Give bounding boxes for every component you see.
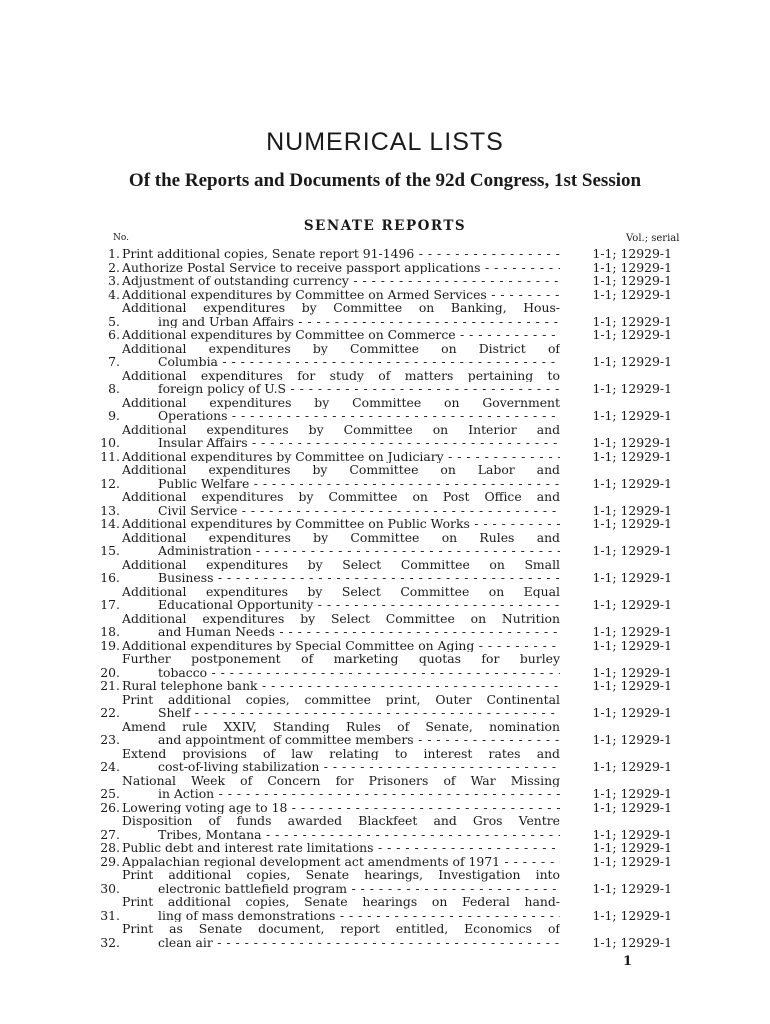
report-entry [80, 328, 700, 342]
report-title-line: Additional expenditures by Committee on Judiciary - - - [122, 450, 560, 464]
volume-serial: 1-1; 12929-1 [592, 448, 672, 464]
report-title [122, 342, 560, 369]
volume-serial: 1-1; 12929-1 [592, 475, 672, 491]
report-title-line: Additional expenditures by Committee on Banking, Hous- [122, 301, 560, 315]
report-title-line: foreign policy of U.S - - - [122, 382, 560, 396]
report-title [122, 639, 560, 653]
volume-serial: 1-1; 12929-1 [592, 786, 672, 801]
report-title-line: Additional expenditures by Select Committee on Equal [122, 584, 560, 598]
report-entry [80, 747, 700, 774]
report-title-line: Additional expenditures by Committee on Commerce - - - [122, 328, 560, 342]
report-title [122, 895, 560, 922]
report-title-line: Lowering voting age to 18 - - - [122, 801, 560, 815]
report-title-line: Additional expenditures by Select Committee on Small [122, 557, 560, 571]
report-number: 2. [108, 259, 120, 275]
report-number: 28. [100, 840, 120, 855]
report-entry [80, 247, 700, 261]
report-title-line: Additional expenditures by Committee on Armed Services - - - [122, 288, 560, 302]
report-title [122, 612, 560, 639]
volume-serial: 1-1; 12929-1 [592, 327, 672, 342]
report-number: 5. [108, 313, 120, 329]
report-title-line: Extend provisions of law relating to interest rates and [122, 746, 560, 760]
report-title [122, 693, 560, 720]
report-title-line: Authorize Postal Service to receive passport applications - - - [122, 261, 560, 275]
report-entry [80, 612, 700, 639]
report-number: 8. [108, 381, 120, 396]
report-title-line: tobacco - - - [122, 666, 560, 680]
report-title [122, 652, 560, 679]
volume-serial: 1-1; 12929-1 [592, 840, 672, 855]
report-title-line: Business - - - [122, 571, 560, 585]
report-title [122, 558, 560, 585]
volume-serial: 1-1; 12929-1 [592, 799, 672, 815]
volume-serial: 1-1; 12929-1 [592, 907, 672, 923]
report-title-line: Columbia - - - [122, 355, 560, 369]
volume-serial: 1-1; 12929-1 [592, 516, 672, 531]
report-number: 4. [108, 286, 120, 302]
report-title-line: Print as Senate document, report entitled, Economics of [122, 922, 560, 936]
report-title-line: Operations - - - [122, 409, 560, 423]
report-entry [80, 463, 700, 490]
section-heading: SENATE REPORTS [303, 218, 467, 234]
volume-serial: 1-1; 12929-1 [592, 259, 672, 275]
report-title [122, 774, 560, 801]
report-title-line: Insular Affairs - - - [122, 436, 560, 450]
volume-serial: 1-1; 12929-1 [592, 381, 672, 396]
report-number: 20. [100, 664, 120, 680]
report-title-line: Additional expenditures by Committee on Government [122, 395, 560, 409]
volume-serial: 1-1; 12929-1 [592, 408, 672, 423]
report-number: 27. [100, 826, 120, 842]
report-number: 19. [100, 637, 120, 653]
volume-serial: 1-1; 12929-1 [592, 759, 672, 774]
report-entry [80, 450, 700, 464]
report-title-line: cost-of-living stabilization - - - [122, 760, 560, 774]
report-entry [80, 639, 700, 653]
report-title-line: Appalachian regional development act amendments of 1971 - - - [122, 855, 560, 869]
report-entry [80, 895, 700, 922]
senate-report-list [80, 247, 700, 949]
report-title [122, 247, 560, 261]
volume-serial: 1-1; 12929-1 [592, 637, 672, 653]
page-number: 1 [623, 954, 633, 969]
report-number: 18. [100, 624, 120, 639]
report-entry [80, 261, 700, 275]
report-number: 23. [100, 732, 120, 747]
report-title-line: Further postponement of marketing quotas for burley [122, 652, 560, 666]
report-title [122, 396, 560, 423]
volume-serial: 1-1; 12929-1 [592, 570, 672, 585]
report-number: 6. [108, 327, 120, 342]
report-number: 24. [100, 759, 120, 774]
volume-serial: 1-1; 12929-1 [592, 664, 672, 680]
report-title [122, 490, 560, 517]
report-number: 31. [100, 907, 120, 923]
report-entry [80, 585, 700, 612]
report-entry [80, 841, 700, 855]
report-entry [80, 558, 700, 585]
report-number: 25. [100, 786, 120, 801]
report-entry [80, 531, 700, 558]
report-title-line: in Action - - - [122, 787, 560, 801]
report-number: 32. [100, 934, 120, 950]
report-number: 3. [108, 273, 120, 288]
report-entry [80, 652, 700, 679]
report-entry [80, 517, 700, 531]
volume-serial: 1-1; 12929-1 [592, 435, 672, 450]
report-title [122, 679, 560, 693]
volume-serial: 1-1; 12929-1 [592, 286, 672, 302]
volume-serial: 1-1; 12929-1 [592, 826, 672, 842]
report-number: 1. [108, 246, 120, 261]
report-title-line: Amend rule XXIV, Standing Rules of Senate, nomination [122, 719, 560, 733]
report-number: 26. [100, 799, 120, 815]
volume-serial: 1-1; 12929-1 [592, 624, 672, 639]
report-title-line: Additional expenditures by Committee on Interior and [122, 422, 560, 436]
report-title-line: Additional expenditures by Committee on District of [122, 341, 560, 355]
report-title-line: Additional expenditures for study of matters pertaining to [122, 368, 560, 382]
report-title [122, 288, 560, 302]
report-number: 15. [100, 543, 120, 558]
report-number: 17. [100, 597, 120, 612]
volume-serial: 1-1; 12929-1 [592, 732, 672, 747]
volume-serial: 1-1; 12929-1 [592, 678, 672, 693]
report-number: 30. [100, 880, 120, 896]
report-title [122, 868, 560, 895]
report-number: 9. [108, 408, 120, 423]
report-title [122, 463, 560, 490]
report-title-line: Rural telephone bank - - - [122, 679, 560, 693]
report-title-line: Tribes, Montana - - - [122, 828, 560, 842]
report-title-line: National Week of Concern for Prisoners of War Missing [122, 773, 560, 787]
report-title-line: electronic battlefield program - - - [122, 882, 560, 896]
volume-serial: 1-1; 12929-1 [592, 273, 672, 288]
report-title-line: Print additional copies, committee print, Outer Continental [122, 692, 560, 706]
volume-serial: 1-1; 12929-1 [592, 880, 672, 896]
report-title [122, 274, 560, 288]
report-title-line: Educational Opportunity - - - [122, 598, 560, 612]
report-entry [80, 922, 700, 949]
report-title [122, 328, 560, 342]
report-entry [80, 868, 700, 895]
report-title [122, 801, 560, 815]
report-title-line: Additional expenditures by Committee on Public Works - - - [122, 517, 560, 531]
report-title [122, 841, 560, 855]
report-number: 21. [100, 678, 120, 693]
report-entry [80, 693, 700, 720]
report-title [122, 517, 560, 531]
column-header-number: No. [113, 233, 129, 243]
report-entry [80, 855, 700, 869]
report-entry [80, 814, 700, 841]
volume-serial: 1-1; 12929-1 [592, 543, 672, 558]
report-number: 11. [100, 448, 120, 464]
report-entry [80, 679, 700, 693]
volume-serial: 1-1; 12929-1 [592, 853, 672, 869]
report-entry [80, 423, 700, 450]
volume-serial: 1-1; 12929-1 [592, 246, 672, 261]
report-title [122, 369, 560, 396]
report-title [122, 423, 560, 450]
report-title-line: Additional expenditures by Committee on Post Office and [122, 490, 560, 504]
report-number: 29. [100, 853, 120, 869]
report-title-line: Additional expenditures by Special Committee on Aging - - - [122, 639, 560, 653]
volume-serial: 1-1; 12929-1 [592, 502, 672, 518]
report-entry [80, 774, 700, 801]
report-number: 14. [100, 516, 120, 531]
report-entry [80, 288, 700, 302]
report-title-line: Shelf - - - [122, 706, 560, 720]
report-entry [80, 342, 700, 369]
report-title-line: and appointment of committee members - - - [122, 733, 560, 747]
report-entry [80, 801, 700, 815]
report-title-line: Additional expenditures by Committee on Rules and [122, 530, 560, 544]
report-entry [80, 274, 700, 288]
report-title [122, 301, 560, 328]
report-title-line: Additional expenditures by Select Committee on Nutrition [122, 611, 560, 625]
page-subtitle: Of the Reports and Documents of the 92d Congress, 1st Session [128, 170, 642, 191]
report-title [122, 450, 560, 464]
report-title-line: Civil Service - - - [122, 504, 560, 518]
report-title-line: Print additional copies, Senate report 91-1496 - - - [122, 247, 560, 261]
report-number: 12. [100, 475, 120, 491]
volume-serial: 1-1; 12929-1 [592, 354, 672, 369]
report-title [122, 814, 560, 841]
report-entry [80, 369, 700, 396]
column-header-volume-serial: Vol.; serial [626, 233, 680, 244]
report-title [122, 720, 560, 747]
report-title-line: clean air - - - [122, 936, 560, 950]
report-title [122, 531, 560, 558]
report-title-line: Print additional copies, Senate hearings on Federal hand- [122, 895, 560, 909]
report-title-line: Additional expenditures by Committee on Labor and [122, 463, 560, 477]
report-title-line: ling of mass demonstrations - - - [122, 909, 560, 923]
report-title-line: Adjustment of outstanding currency - - - [122, 274, 560, 288]
report-number: 22. [100, 705, 120, 720]
report-number: 7. [108, 354, 120, 369]
report-number: 16. [100, 570, 120, 585]
report-title-line: Disposition of funds awarded Blackfeet and Gros Ventre [122, 814, 560, 828]
report-title [122, 747, 560, 774]
volume-serial: 1-1; 12929-1 [592, 705, 672, 720]
report-entry [80, 490, 700, 517]
report-title-line: Administration - - - [122, 544, 560, 558]
report-title [122, 922, 560, 949]
report-title [122, 585, 560, 612]
report-title-line: Print additional copies, Senate hearings, Investigation into [122, 868, 560, 882]
volume-serial: 1-1; 12929-1 [592, 934, 672, 950]
report-entry [80, 396, 700, 423]
report-number: 10. [100, 435, 120, 450]
report-title-line: Public Welfare - - - [122, 477, 560, 491]
volume-serial: 1-1; 12929-1 [592, 597, 672, 612]
report-title [122, 855, 560, 869]
report-entry [80, 301, 700, 328]
page-title: NUMERICAL LISTS [266, 128, 504, 156]
report-title [122, 261, 560, 275]
volume-serial: 1-1; 12929-1 [592, 313, 672, 329]
report-title-line: Public debt and interest rate limitations - - - [122, 841, 560, 855]
report-entry [80, 720, 700, 747]
report-number: 13. [100, 502, 120, 518]
report-title-line: and Human Needs - - - [122, 625, 560, 639]
report-title-line: ing and Urban Affairs - - - [122, 315, 560, 329]
